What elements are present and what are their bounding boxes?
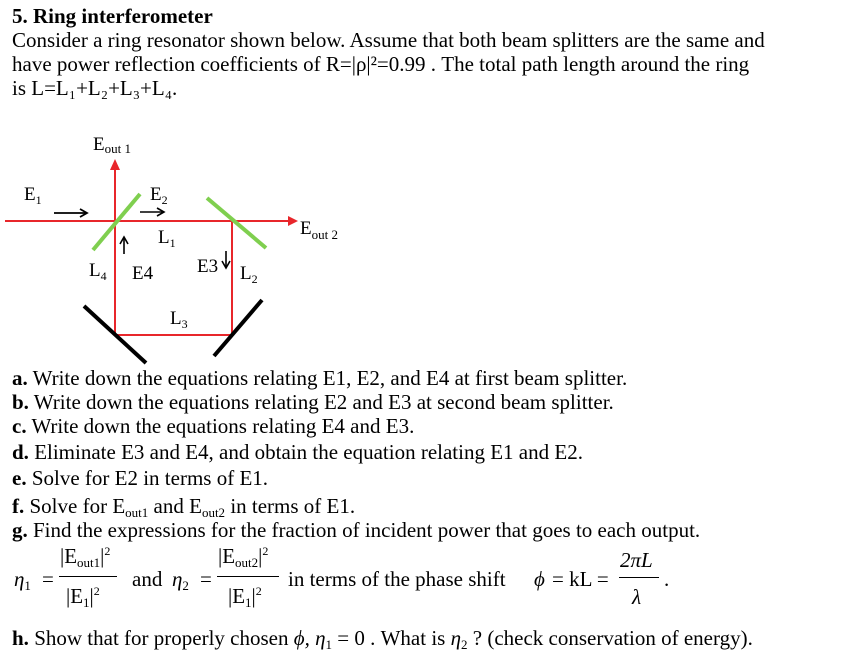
question-h-text-post: ? (check conservation of energy).	[467, 626, 753, 650]
l3-label: $L_3$	[170, 308, 188, 331]
question-c	[12, 414, 414, 438]
eta2-equals: =	[200, 567, 212, 591]
and-text: and	[132, 567, 163, 591]
question-e	[12, 466, 268, 490]
e1-label: $E_1$	[24, 184, 42, 207]
question-f-text-post: in terms of E1.	[225, 494, 356, 518]
eta1-denominator: $|E_1|^2$	[66, 584, 100, 610]
eta1-fraction-bar	[59, 576, 117, 577]
question-h-eta2-sub: 2	[461, 637, 468, 652]
beam-splitter-2	[207, 198, 266, 248]
eout1-arrowhead	[110, 159, 120, 170]
mirror-bottom-right	[214, 300, 262, 356]
question-f-label: f.	[12, 494, 25, 518]
eta1-numerator: $|E_{out1}|^2$	[60, 544, 111, 570]
question-e-text: Solve for E2 in terms of E1.	[26, 466, 269, 490]
question-g-label: g.	[12, 518, 28, 542]
eta1-equals: =	[42, 567, 54, 591]
question-h-phi-eta: ϕ, η	[293, 626, 326, 650]
question-g-text: Find the expressions for the fraction of incident power that goes to each output.	[27, 518, 701, 542]
two-pi-l: 2πL	[620, 548, 653, 572]
l1-label: $L_1$	[158, 227, 176, 250]
question-b-text: Write down the equations relating E2 and E3 at second beam splitter.	[28, 390, 614, 414]
question-f-mid: and E	[148, 494, 202, 518]
question-d	[12, 440, 583, 464]
question-e-label: e.	[12, 466, 27, 490]
eta2-denominator: $|E_1|^2$	[228, 584, 262, 610]
eout2-label: $E_{out 2}$	[300, 218, 338, 242]
eta1-symbol: $\eta_1$	[14, 567, 31, 593]
question-b-label: b.	[12, 390, 29, 414]
question-a-text: Write down the equations relating E1, E2, and E4 at first beam splitter.	[27, 366, 628, 390]
question-f-sub1: out1	[125, 505, 149, 520]
eta2-numerator: $|E_{out2}|^2$	[218, 544, 269, 570]
kl-text: = kL =	[552, 567, 609, 591]
intro-line-2-post: |²=0.99 . The total path length around the ring	[366, 52, 750, 76]
question-a-label: a.	[12, 366, 28, 390]
intro-line-3: is L=L₁+L₂+L₃+L₄.	[12, 76, 178, 100]
question-d-label: d.	[12, 440, 29, 464]
lambda-symbol: λ	[632, 585, 642, 609]
question-b	[12, 390, 614, 414]
eout1-label: Eout 1	[93, 134, 131, 156]
question-f-sub2: out2	[201, 505, 226, 520]
question-c-label: c.	[12, 414, 27, 438]
l2-label: $L_2$	[240, 263, 258, 286]
question-h-eta1-sub: 1	[325, 637, 333, 652]
intro-line-2	[12, 52, 749, 76]
question-h-eq-zero: = 0 . What is	[332, 626, 451, 650]
question-h-text-pre: Show that for properly chosen	[28, 626, 294, 650]
intro-line-1: Consider a ring resonator shown below. Assume that both beam splitters are the same and	[12, 28, 765, 52]
question-g	[12, 518, 700, 542]
l4-label: $L_4$	[89, 260, 107, 283]
intro-line-2-pre: have power reflection coefficients of R=|	[12, 52, 356, 76]
question-d-text: Eliminate E3 and E4, and obtain the equation relating E1 and E2.	[28, 440, 583, 464]
ring-resonator-diagram	[0, 130, 420, 370]
question-f-text-pre: Solve for E	[24, 494, 126, 518]
eta2-symbol: $\eta_2$	[172, 567, 189, 593]
question-c-text: Write down the equations relating E4 and E3.	[26, 414, 415, 438]
phi-symbol: ϕ	[534, 567, 545, 591]
question-h-label: h.	[12, 626, 29, 650]
phase-fraction-bar	[619, 577, 659, 578]
e4-label: E4	[132, 263, 154, 284]
question-f	[12, 494, 355, 518]
question-a	[12, 366, 627, 390]
e2-label: $E_2$	[150, 184, 168, 207]
question-h	[12, 626, 753, 650]
formula-period: .	[664, 567, 670, 591]
problem-heading: 5. Ring interferometer	[12, 4, 213, 28]
e3-label: E3	[197, 256, 219, 277]
rho-symbol: ρ	[355, 52, 367, 76]
phase-shift-text: in terms of the phase shift	[288, 567, 506, 591]
eta2-fraction-bar	[217, 576, 279, 577]
question-h-eta2: η	[450, 626, 462, 650]
eout2-arrowhead	[288, 216, 298, 226]
